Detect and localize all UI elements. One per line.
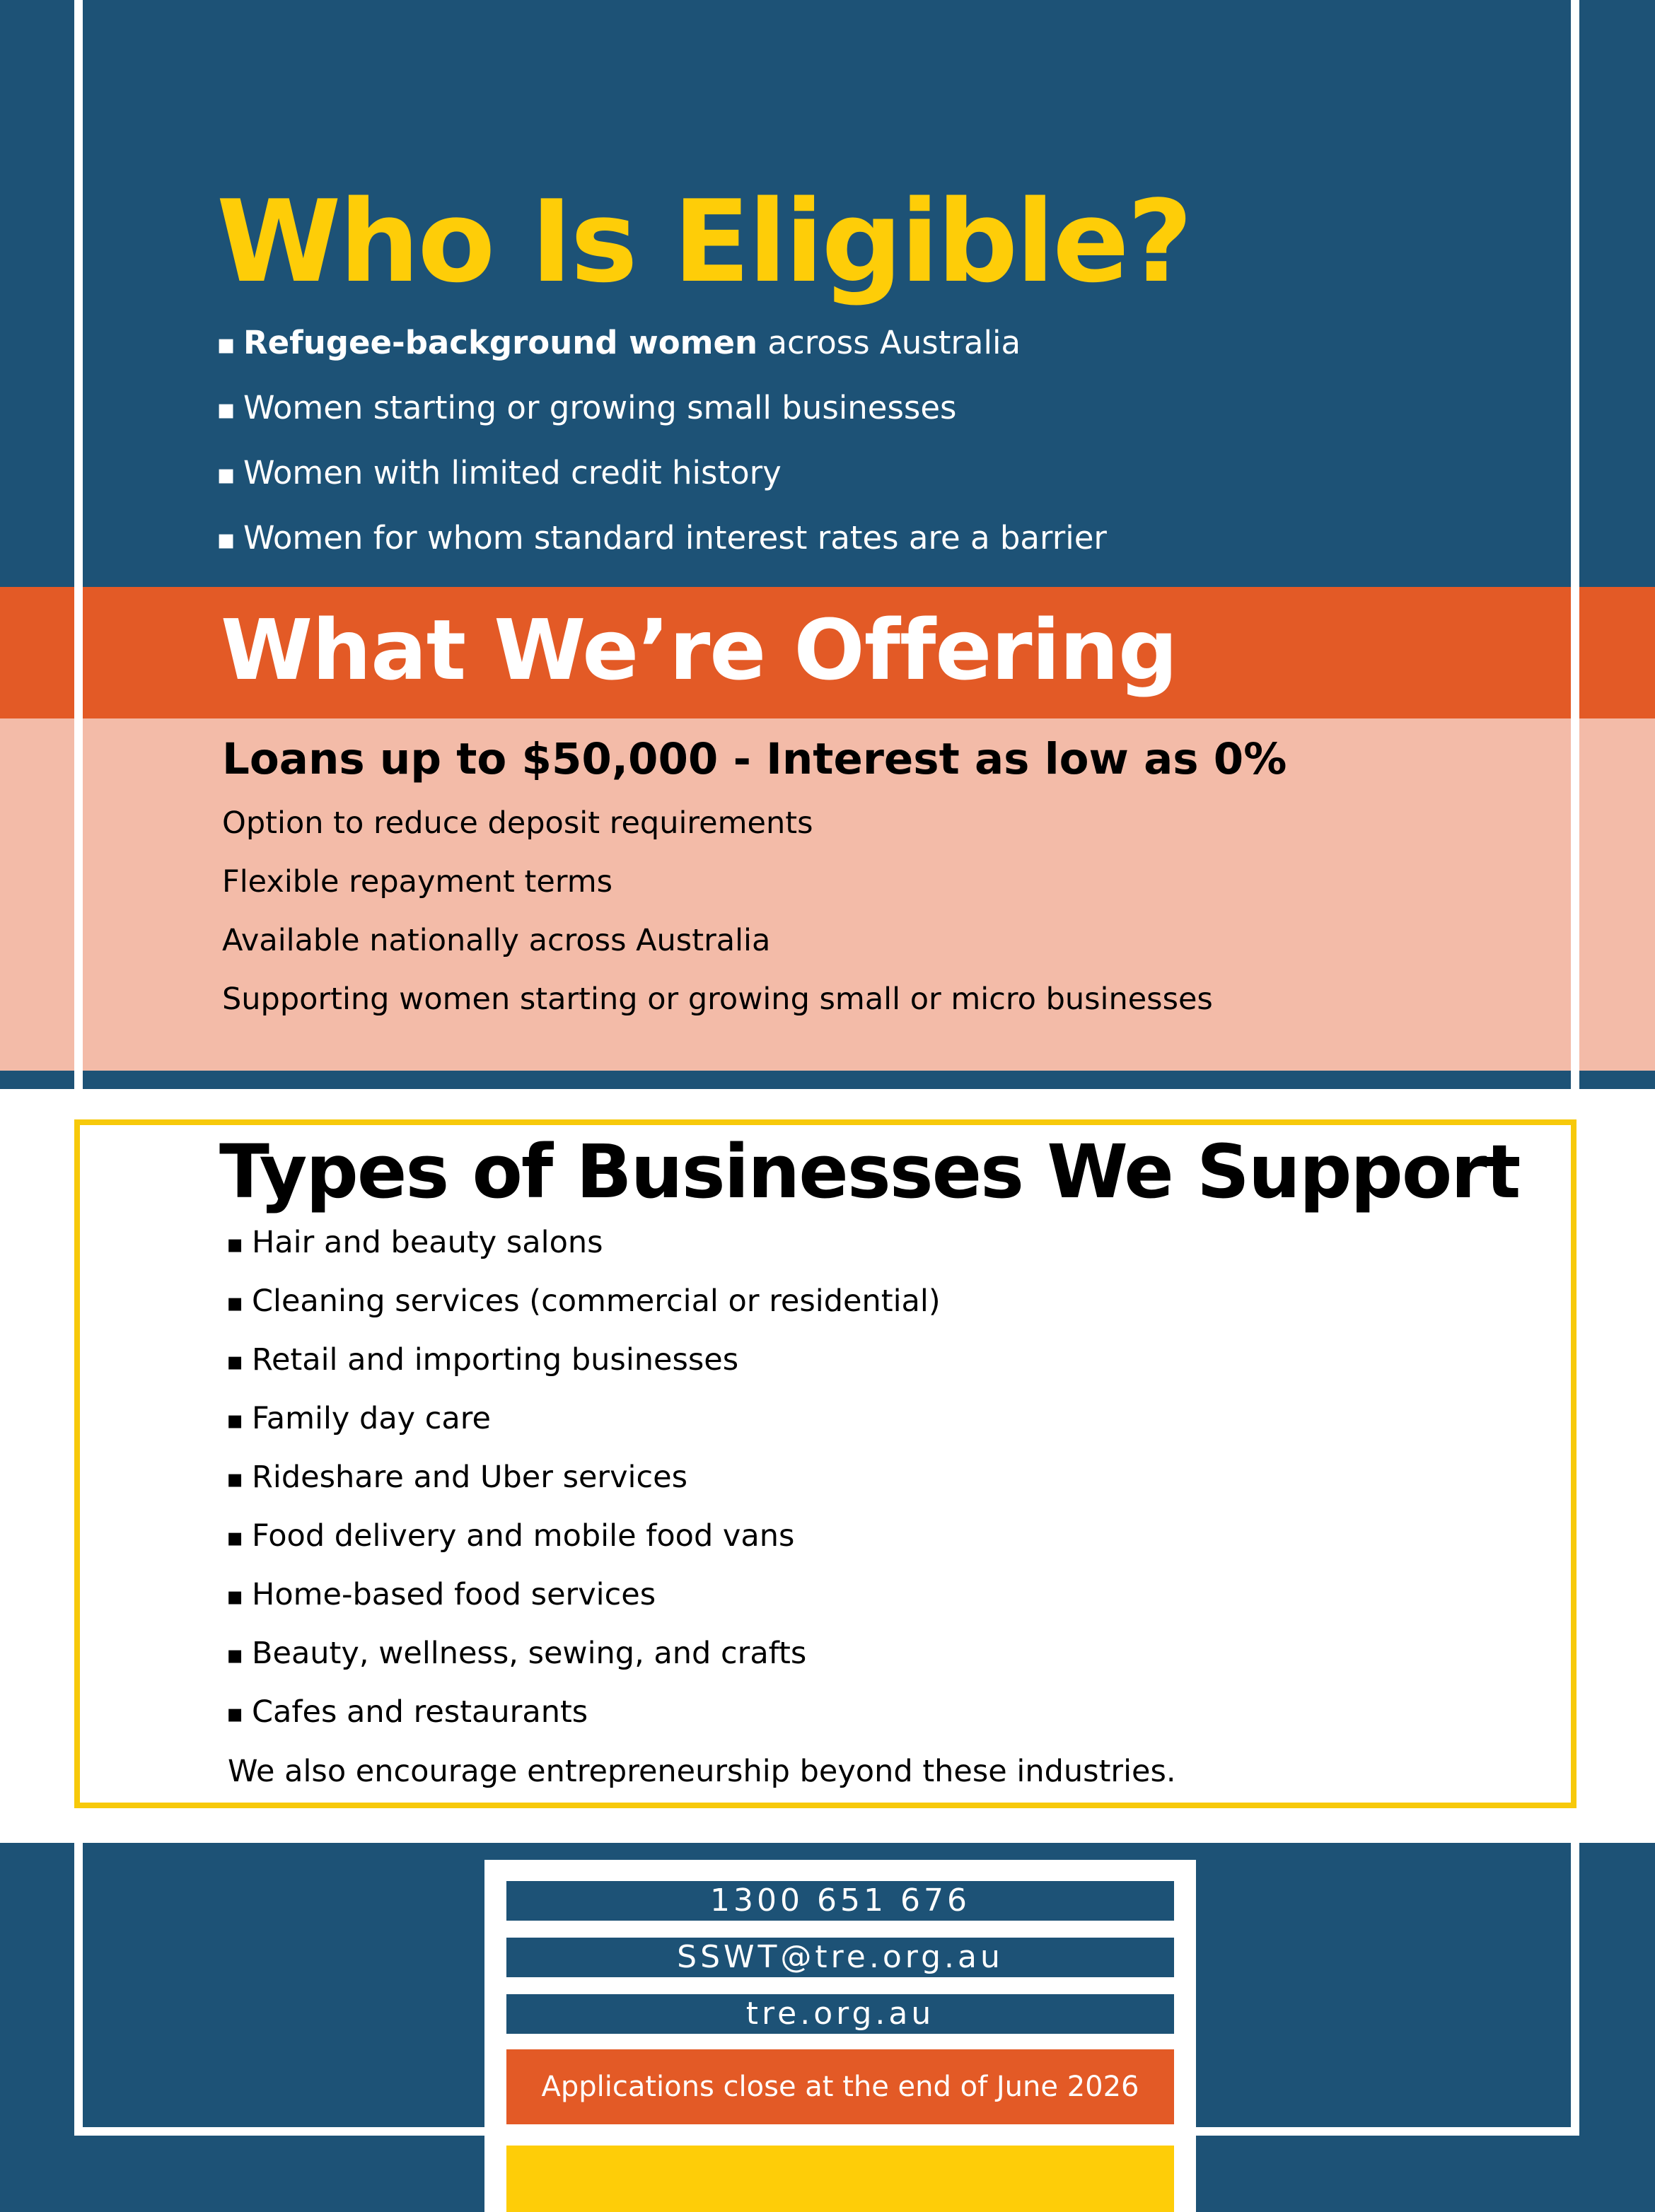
business-type-item [226,1225,603,1260]
yellow-accent-block [506,2146,1174,2212]
business-type-item [226,1283,941,1319]
offering-item: Available nationally across Australia [222,923,771,958]
business-type-item [226,1518,795,1554]
eligibility-item-bold: Refugee-background women [243,324,758,361]
business-type-item [226,1638,806,1669]
business-type-label: Food delivery and mobile food vans [252,1518,795,1554]
offering-item: Supporting women starting or growing small or micro businesses [222,982,1213,1017]
bullet-icon: ▪ [226,1582,244,1611]
eligibility-item-text: Women for whom standard interest rates are a barrier [243,519,1107,557]
bullet-icon: ▪ [216,523,236,556]
bullet-icon: ▪ [226,1288,244,1317]
business-type-label: Rideshare and Uber services [252,1460,688,1495]
business-type-label: Family day care [252,1401,491,1436]
eligibility-item-text: Women starting or growing small businesses [243,389,957,426]
frame-line-right-top [1571,0,1579,1089]
bullet-icon: ▪ [226,1406,244,1435]
businesses-note: We also encourage entrepreneurship beyond these industries. [228,1754,1176,1789]
business-type-label: Hair and beauty salons [252,1225,603,1260]
deadline-banner: Applications close at the end of June 2026 [506,2049,1174,2124]
eligibility-item [216,389,957,426]
frame-line-left-bottom [74,1843,83,2136]
offering-title: What We’re Offering [221,601,1178,699]
frame-line-left-top [74,0,83,1089]
offering-item: Flexible repayment terms [222,864,613,900]
business-type-label: Retail and importing businesses [252,1342,739,1378]
eligibility-item [216,519,1107,557]
email-address[interactable]: SSWT@tre.org.au [506,1938,1174,1977]
business-type-item [226,1342,739,1378]
businesses-title: Types of Businesses We Support [219,1129,1520,1215]
business-type-item [226,1401,491,1436]
bullet-icon: ▪ [226,1347,244,1376]
business-type-label: Cafes and restaurants [252,1694,588,1730]
business-type-item [226,1462,687,1493]
bullet-icon: ▪ [226,1465,244,1494]
bullet-icon: ▪ [216,393,236,426]
phone-number[interactable]: 1300 651 676 [506,1881,1174,1921]
bullet-icon: ▪ [226,1230,244,1259]
eligibility-item-text: across Australia [757,324,1021,361]
eligibility-title: Who Is Eligible? [216,175,1191,308]
offering-headline: Loans up to $50,000 - Interest as low as 0% [222,734,1287,784]
business-type-item [226,1694,588,1730]
frame-line-right-bottom [1571,1843,1579,2136]
eligibility-item [216,324,1021,361]
bullet-icon: ▪ [216,458,236,491]
business-type-label: Cleaning services (commercial or residential) [252,1283,941,1319]
bullet-icon: ▪ [216,328,236,361]
eligibility-item [216,454,782,491]
eligibility-item-text: Women with limited credit history [243,454,782,491]
bullet-icon: ▪ [226,1641,244,1670]
business-type-item [226,1577,656,1612]
bullet-icon: ▪ [226,1523,244,1552]
bullet-icon: ▪ [226,1699,244,1728]
offering-item: Option to reduce deposit requirements [222,805,813,841]
business-type-label: Beauty, wellness, sewing, and crafts [252,1636,807,1671]
business-type-label: Home-based food services [252,1577,656,1612]
website-link[interactable]: tre.org.au [506,1994,1174,2034]
